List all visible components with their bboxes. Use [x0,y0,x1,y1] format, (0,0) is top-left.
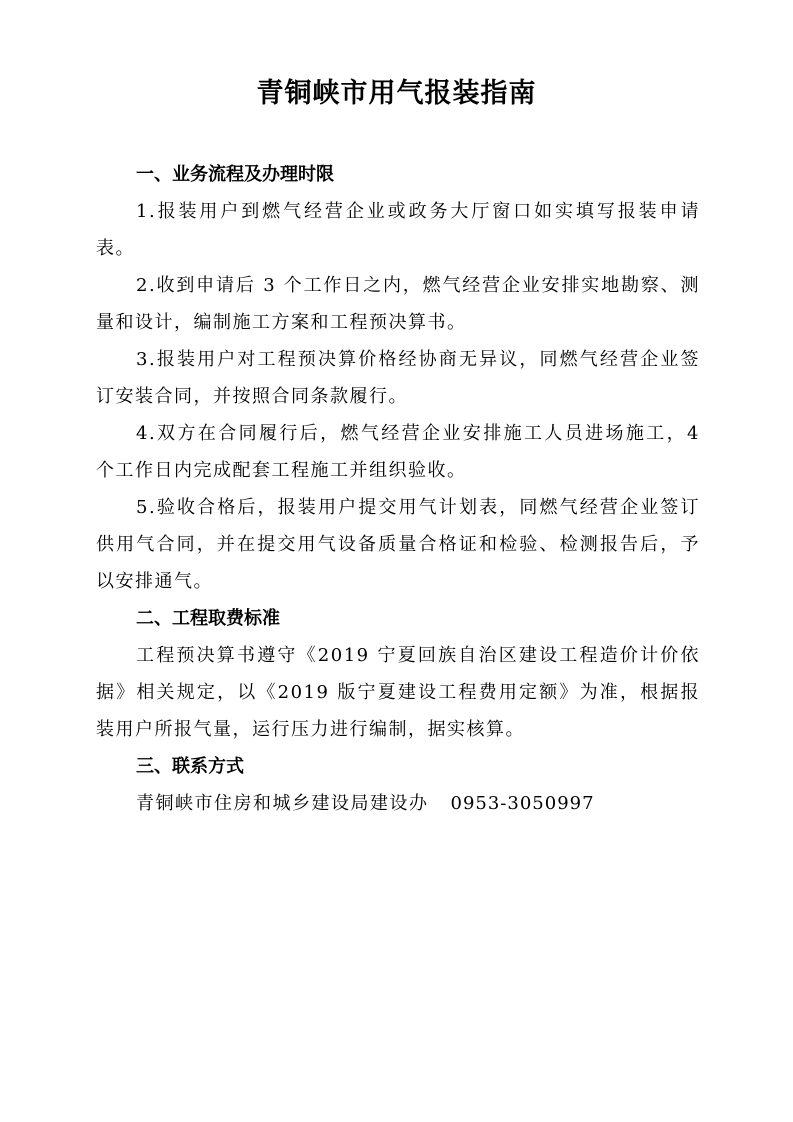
section-contact [96,748,700,822]
section-heading: 三、联系方式 [136,756,244,777]
section-heading: 一、业务流程及办理时限 [136,164,334,185]
section-process [96,156,700,600]
paragraph: 1.报装用户到燃气经营企业或政务大厅窗口如实填写报装申请表。 [96,201,700,259]
contact-phone: 0953-3050997 [450,793,595,814]
paragraph: 2.收到申请后 3 个工作日之内，燃气经营企业安排实地勘察、测量和设计，编制施工方案和工程预决算书。 [96,275,700,333]
contact-line [96,785,700,822]
document-body [96,156,700,822]
contact-org: 青铜峡市住房和城乡建设局建设办 [136,793,429,814]
section-fee-standard [96,600,700,748]
paragraph: 5.验收合格后，报装用户提交用气计划表，同燃气经营企业签订供用气合同，并在提交用气设备质量合格证和检验、检测报告后，予以安排通气。 [96,497,700,592]
paragraph: 工程预决算书遵守《2019 宁夏回族自治区建设工程造价计价依据》相关规定，以《2019 版宁夏建设工程费用定额》为准，根据报装用户所报气量，运行压力进行编制，据实核算。 [96,645,700,740]
document-title: 青铜峡市用气报装指南 [256,78,537,109]
section-heading: 二、工程取费标准 [136,608,280,629]
paragraph: 3.报装用户对工程预决算价格经协商无异议，同燃气经营企业签订安装合同，并按照合同条款履行。 [96,349,700,407]
paragraph: 4.双方在合同履行后，燃气经营企业安排施工人员进场施工，4 个工作日内完成配套工程施工并组织验收。 [96,423,700,481]
